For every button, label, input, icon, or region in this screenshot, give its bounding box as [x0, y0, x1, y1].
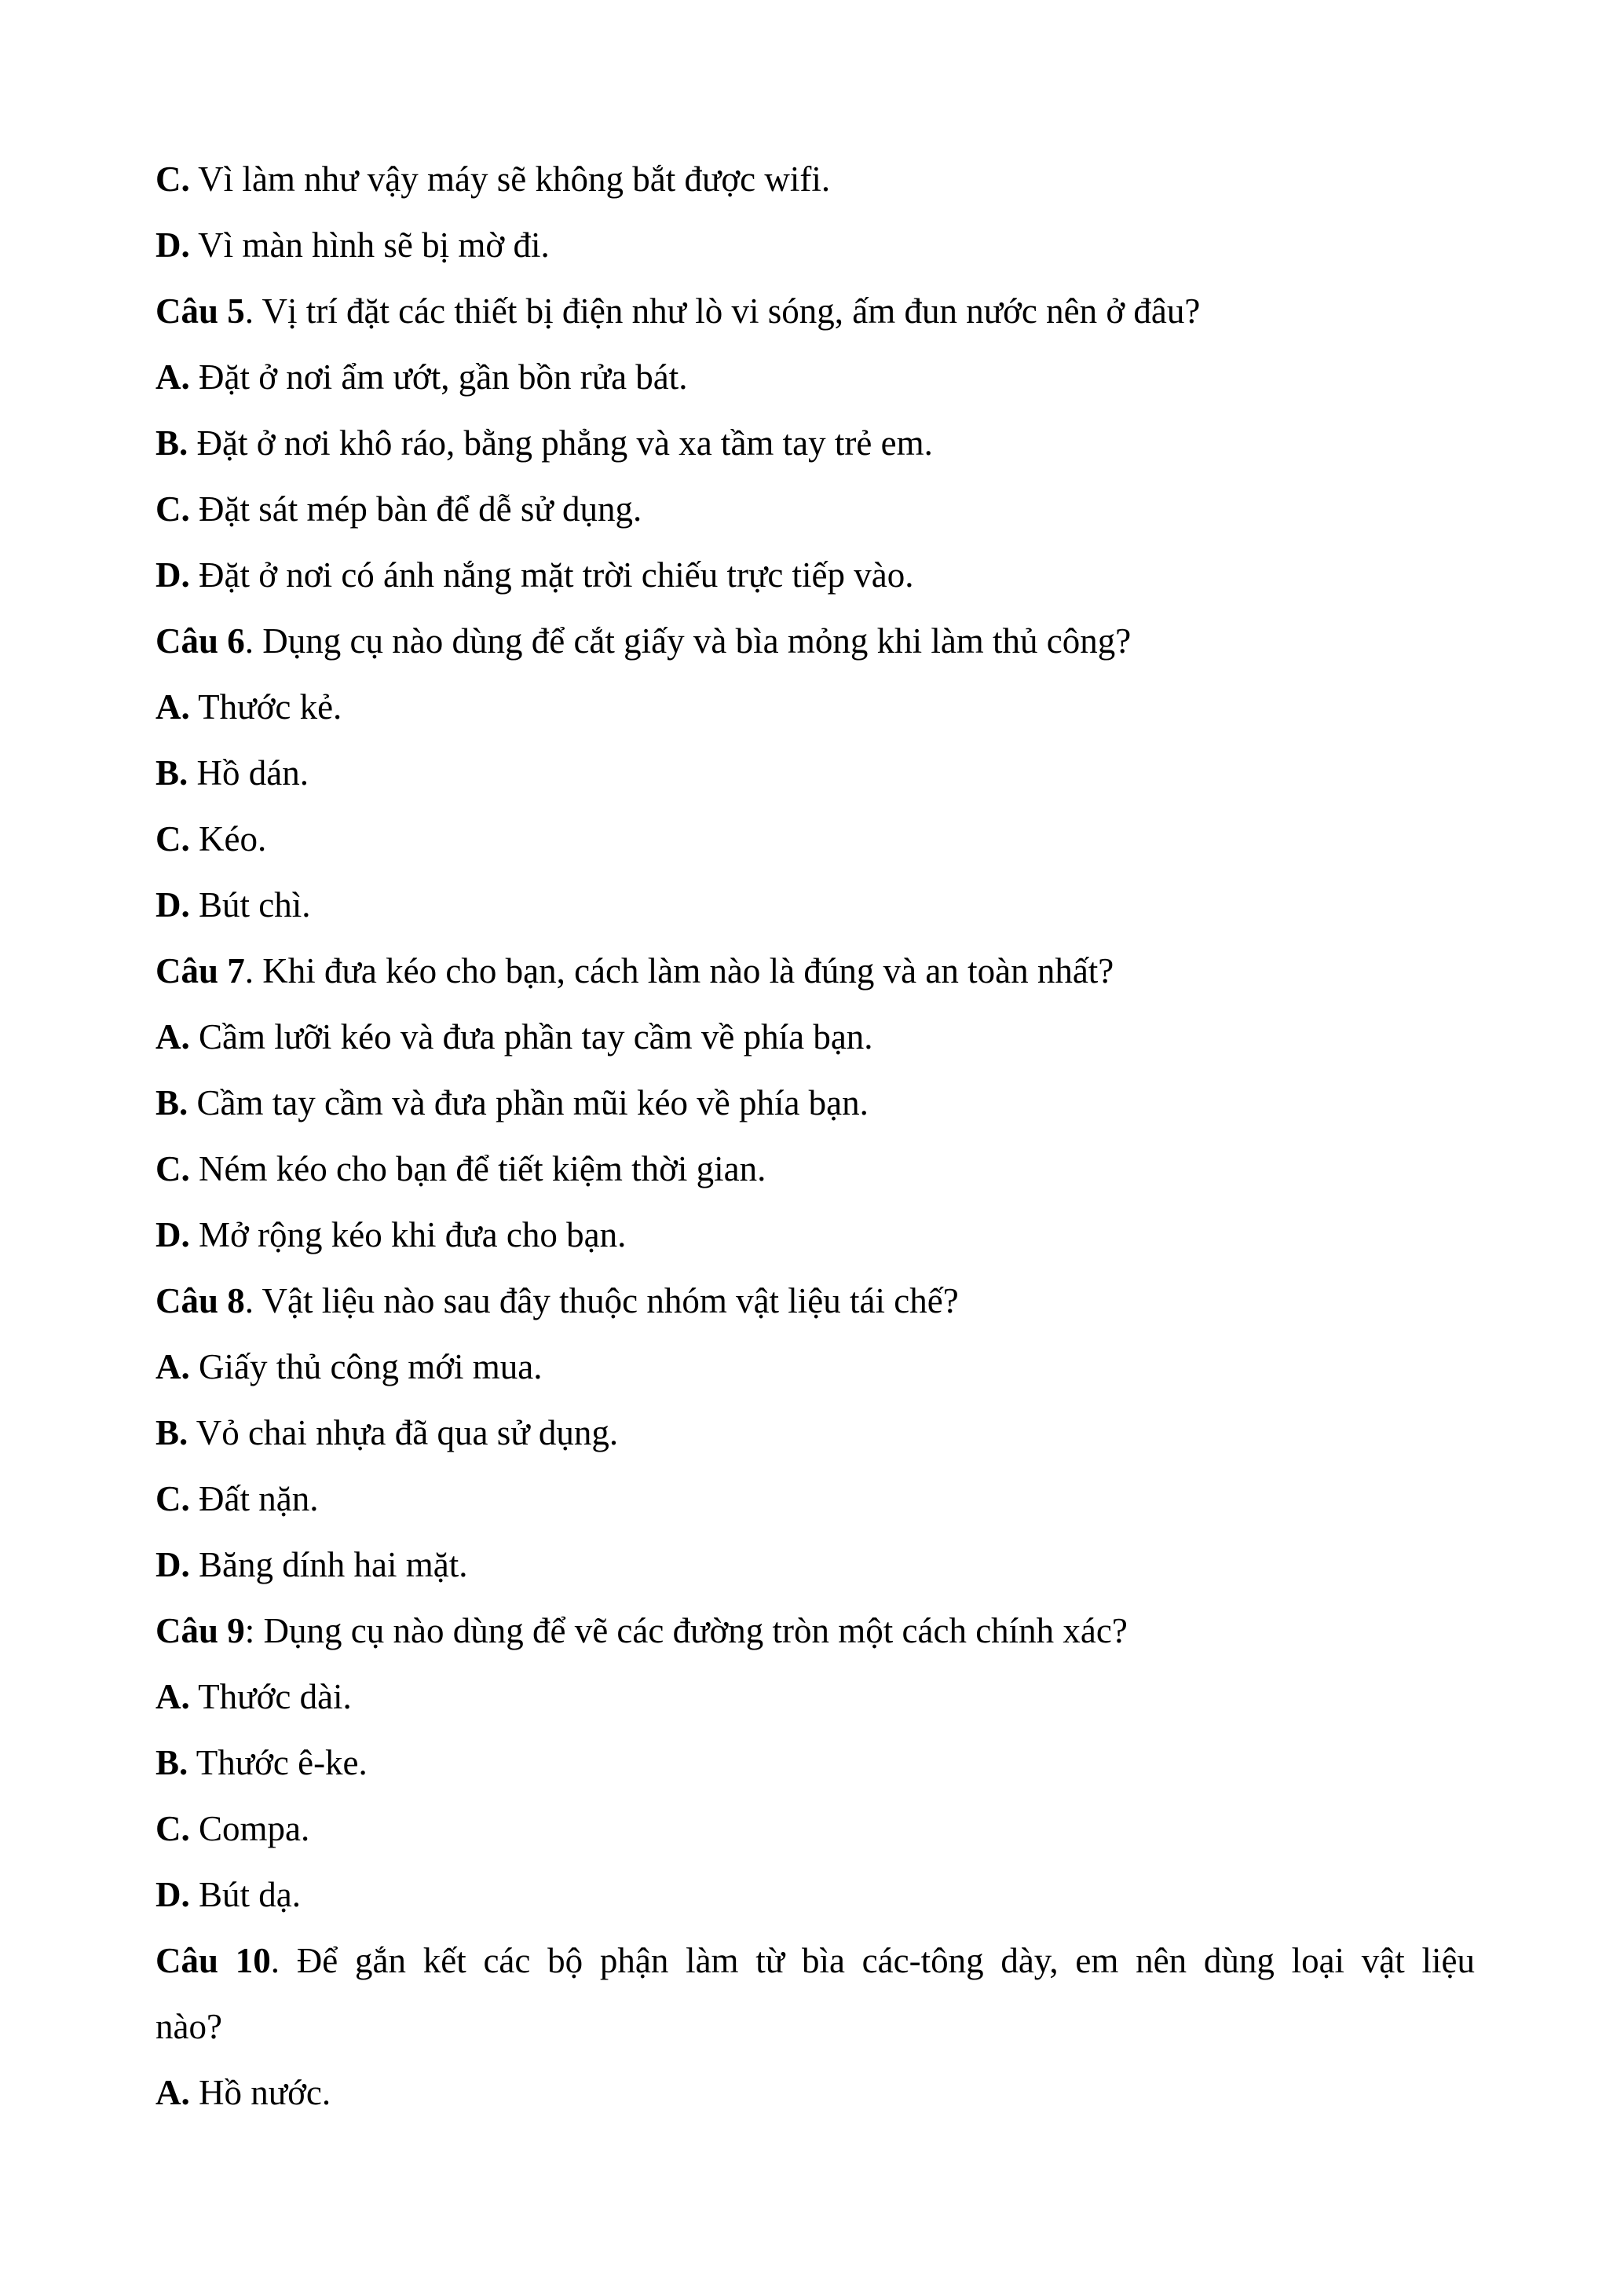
- option-text: Compa.: [189, 1809, 310, 1848]
- option-text: Đặt sát mép bàn để dễ sử dụng.: [189, 489, 642, 529]
- option-c-q9: [155, 1807, 309, 1851]
- question-number: Câu 10: [155, 1941, 271, 1980]
- option-text: Đặt ở nơi khô ráo, bằng phẳng và xa tầm tay trẻ em.: [188, 423, 933, 463]
- option-label: D.: [155, 1875, 190, 1914]
- question-text: Vật liệu nào sau đây thuộc nhóm vật liệu tái chế?: [262, 1281, 959, 1320]
- option-label: B.: [155, 423, 188, 463]
- option-a-q10: [155, 2071, 331, 2115]
- option-a-q5: [155, 355, 688, 399]
- option-b-q6: [155, 751, 309, 795]
- option-text: Thước kẻ.: [189, 687, 342, 727]
- option-label: C.: [155, 819, 190, 859]
- option-label: B.: [155, 1413, 188, 1452]
- question-7: [155, 949, 1114, 993]
- question-text: Để gắn kết các bộ phận làm từ bìa các-tông dày, em nên dùng loại vật liệu: [296, 1941, 1475, 1980]
- question-text: Dụng cụ nào dùng để vẽ các đường tròn một cách chính xác?: [263, 1611, 1128, 1650]
- option-text: Băng dính hai mặt.: [189, 1545, 468, 1584]
- question-text: Khi đưa kéo cho bạn, cách làm nào là đúng và an toàn nhất?: [262, 951, 1114, 991]
- question-separator: .: [244, 621, 263, 661]
- option-text: Hồ dán.: [188, 753, 309, 793]
- option-c-q7: [155, 1147, 766, 1191]
- option-b-q9: [155, 1741, 368, 1785]
- option-b-q5: [155, 421, 933, 465]
- option-d-q8: [155, 1543, 467, 1587]
- question-number: Câu 8: [155, 1281, 245, 1320]
- option-text: Kéo.: [189, 819, 267, 859]
- option-label: D.: [155, 555, 190, 595]
- option-d-q6: [155, 883, 311, 927]
- option-text: Vì màn hình sẽ bị mờ đi.: [189, 225, 550, 265]
- question-number: Câu 9: [155, 1611, 245, 1650]
- option-text: Đất nặn.: [189, 1479, 319, 1518]
- option-label: A.: [155, 1347, 190, 1386]
- question-separator: .: [244, 951, 263, 991]
- option-text: Giấy thủ công mới mua.: [189, 1347, 543, 1386]
- option-a-q6: [155, 685, 342, 729]
- option-text: Bút dạ.: [189, 1875, 301, 1914]
- option-a-q9: [155, 1675, 352, 1719]
- question-separator: .: [244, 1281, 262, 1320]
- option-b-q7: [155, 1081, 869, 1125]
- option-label: B.: [155, 1743, 188, 1782]
- option-text: Đặt ở nơi có ánh nắng mặt trời chiếu trực tiếp vào.: [189, 555, 914, 595]
- option-text: Vì làm như vậy máy sẽ không bắt được wifi.: [189, 159, 831, 199]
- question-separator: :: [244, 1611, 264, 1650]
- option-c-q8: [155, 1477, 318, 1521]
- question-text-continued: nào?: [155, 2007, 222, 2046]
- option-a-q7: [155, 1015, 873, 1059]
- question-number: Câu 6: [155, 621, 245, 661]
- option-label: B.: [155, 753, 188, 793]
- question-text: Vị trí đặt các thiết bị điện như lò vi sóng, ấm đun nước nên ở đâu?: [262, 291, 1201, 331]
- option-label: D.: [155, 1545, 190, 1584]
- option-label: C.: [155, 489, 190, 529]
- option-text: Cầm tay cầm và đưa phần mũi kéo về phía bạn.: [188, 1083, 869, 1122]
- option-label: C.: [155, 159, 190, 199]
- option-text: Thước ê-ke.: [188, 1743, 368, 1782]
- question-separator: .: [270, 1941, 297, 1980]
- option-label: B.: [155, 1083, 188, 1122]
- option-label: A.: [155, 1017, 190, 1056]
- option-label: D.: [155, 1215, 190, 1254]
- option-label: A.: [155, 1677, 190, 1716]
- option-text: Ném kéo cho bạn để tiết kiệm thời gian.: [189, 1149, 766, 1188]
- question-text: Dụng cụ nào dùng để cắt giấy và bìa mỏng khi làm thủ công?: [262, 621, 1132, 661]
- option-c-q5: [155, 487, 642, 531]
- option-d-q4: [155, 223, 550, 267]
- option-d-q5: [155, 553, 914, 597]
- question-10: [155, 1939, 1475, 1983]
- question-number: Câu 5: [155, 291, 245, 331]
- option-text: Thước dài.: [189, 1677, 352, 1716]
- option-text: Cầm lưỡi kéo và đưa phần tay cầm về phía bạn.: [189, 1017, 873, 1056]
- option-text: Mở rộng kéo khi đưa cho bạn.: [189, 1215, 627, 1254]
- option-label: C.: [155, 1479, 190, 1518]
- option-d-q7: [155, 1213, 626, 1257]
- option-c-q6: [155, 817, 266, 861]
- option-label: C.: [155, 1149, 190, 1188]
- option-label: D.: [155, 225, 190, 265]
- option-label: A.: [155, 357, 190, 397]
- question-10-continuation: [155, 2005, 222, 2049]
- option-label: C.: [155, 1809, 190, 1848]
- question-5: [155, 289, 1200, 333]
- question-number: Câu 7: [155, 951, 245, 991]
- question-6: [155, 619, 1131, 663]
- option-a-q8: [155, 1345, 542, 1389]
- option-text: Bút chì.: [189, 885, 311, 925]
- option-label: A.: [155, 2073, 190, 2112]
- question-9: [155, 1609, 1128, 1653]
- question-8: [155, 1279, 959, 1323]
- option-label: A.: [155, 687, 190, 727]
- option-text: Đặt ở nơi ẩm ướt, gần bồn rửa bát.: [189, 357, 688, 397]
- option-label: D.: [155, 885, 190, 925]
- option-d-q9: [155, 1873, 301, 1917]
- question-separator: .: [244, 291, 262, 331]
- option-text: Hồ nước.: [189, 2073, 331, 2112]
- option-b-q8: [155, 1411, 618, 1455]
- option-text: Vỏ chai nhựa đã qua sử dụng.: [188, 1413, 619, 1452]
- option-c-q4: [155, 157, 830, 201]
